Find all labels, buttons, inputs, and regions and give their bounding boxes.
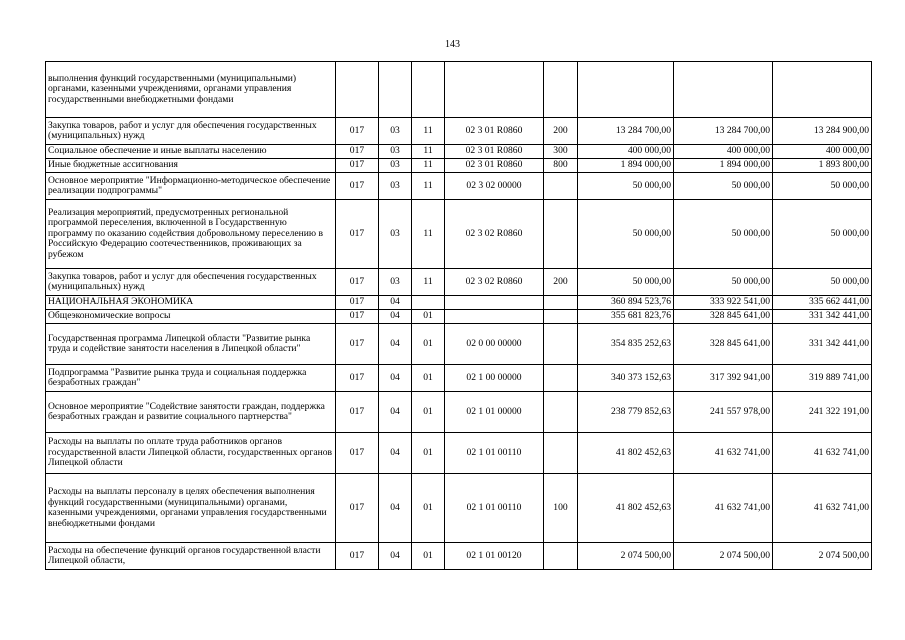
vr-code-cell (544, 543, 578, 570)
csr-code-cell: 02 3 02 R0860 (445, 269, 544, 296)
amount-year2-cell: 41 632 741,00 (674, 474, 773, 543)
amount-year2-cell: 2 074 500,00 (674, 543, 773, 570)
csr-code-cell: 02 3 01 R0860 (445, 159, 544, 173)
vr-code-cell (544, 296, 578, 310)
gr-code-cell: 017 (336, 392, 379, 433)
amount-year1-cell: 400 000,00 (578, 145, 674, 159)
amount-year2-cell (674, 62, 773, 118)
rz-code-cell: 03 (379, 118, 412, 145)
row-name-cell: Общеэкономические вопросы (46, 310, 336, 324)
gr-code-cell: 017 (336, 365, 379, 392)
amount-year3-cell: 400 000,00 (773, 145, 872, 159)
amount-year3-cell: 50 000,00 (773, 269, 872, 296)
amount-year3-cell: 335 662 441,00 (773, 296, 872, 310)
rz-code-cell: 04 (379, 543, 412, 570)
gr-code-cell: 017 (336, 173, 379, 200)
amount-year3-cell: 331 342 441,00 (773, 324, 872, 365)
gr-code-cell: 017 (336, 269, 379, 296)
row-name-cell: Основное мероприятие "Содействие занятости граждан, поддержка безработных граждан и развитие социального партнерства" (46, 392, 336, 433)
gr-code-cell (336, 62, 379, 118)
amount-year2-cell: 41 632 741,00 (674, 433, 773, 474)
row-name-cell: Закупка товаров, работ и услуг для обеспечения государственных (муниципальных) нужд (46, 269, 336, 296)
pr-code-cell: 11 (412, 145, 445, 159)
pr-code-cell: 11 (412, 159, 445, 173)
vr-code-cell (544, 200, 578, 269)
amount-year1-cell: 41 802 452,63 (578, 474, 674, 543)
csr-code-cell (445, 310, 544, 324)
vr-code-cell: 200 (544, 269, 578, 296)
amount-year3-cell: 50 000,00 (773, 173, 872, 200)
amount-year2-cell: 241 557 978,00 (674, 392, 773, 433)
table-row (46, 392, 872, 433)
rz-code-cell: 04 (379, 324, 412, 365)
row-name-cell: Расходы на обеспечение функций органов государственной власти Липецкой области, (46, 543, 336, 570)
vr-code-cell (544, 365, 578, 392)
row-name-cell: Реализация мероприятий, предусмотренных региональной программой переселения, включенной в Государственную программу по оказанию содействия добровольному переселению в Российскую Федерацию соотечественников, проживающих за рубежом (46, 200, 336, 269)
amount-year1-cell: 340 373 152,63 (578, 365, 674, 392)
amount-year2-cell: 13 284 700,00 (674, 118, 773, 145)
vr-code-cell (544, 324, 578, 365)
pr-code-cell: 01 (412, 365, 445, 392)
gr-code-cell: 017 (336, 145, 379, 159)
budget-table (45, 61, 872, 570)
gr-code-cell: 017 (336, 324, 379, 365)
amount-year1-cell: 360 894 523,76 (578, 296, 674, 310)
amount-year1-cell: 50 000,00 (578, 200, 674, 269)
rz-code-cell: 04 (379, 433, 412, 474)
amount-year2-cell: 328 845 641,00 (674, 324, 773, 365)
amount-year1-cell: 2 074 500,00 (578, 543, 674, 570)
amount-year3-cell: 2 074 500,00 (773, 543, 872, 570)
rz-code-cell: 03 (379, 200, 412, 269)
gr-code-cell: 017 (336, 310, 379, 324)
row-name-cell: выполнения функций государственными (муниципальными) органами, казенными учреждениями, органами управления государственными внебюджетными фондами (46, 62, 336, 118)
pr-code-cell: 01 (412, 310, 445, 324)
table-row (46, 62, 872, 118)
vr-code-cell (544, 173, 578, 200)
amount-year3-cell: 13 284 900,00 (773, 118, 872, 145)
rz-code-cell (379, 62, 412, 118)
table-row (46, 543, 872, 570)
rz-code-cell: 04 (379, 310, 412, 324)
pr-code-cell: 01 (412, 543, 445, 570)
rz-code-cell: 04 (379, 365, 412, 392)
rz-code-cell: 03 (379, 145, 412, 159)
csr-code-cell: 02 1 01 00000 (445, 392, 544, 433)
rz-code-cell: 04 (379, 296, 412, 310)
gr-code-cell: 017 (336, 118, 379, 145)
vr-code-cell: 200 (544, 118, 578, 145)
csr-code-cell: 02 3 01 R0860 (445, 118, 544, 145)
row-name-cell: Государственная программа Липецкой области "Развитие рынка труда и содействие занятости населения в Липецкой области" (46, 324, 336, 365)
amount-year2-cell: 1 894 000,00 (674, 159, 773, 173)
rz-code-cell: 04 (379, 474, 412, 543)
pr-code-cell: 01 (412, 392, 445, 433)
csr-code-cell: 02 1 00 00000 (445, 365, 544, 392)
table-row (46, 365, 872, 392)
amount-year2-cell: 50 000,00 (674, 200, 773, 269)
pr-code-cell: 01 (412, 324, 445, 365)
amount-year1-cell: 1 894 000,00 (578, 159, 674, 173)
amount-year1-cell: 50 000,00 (578, 269, 674, 296)
table-row (46, 433, 872, 474)
table-body (46, 62, 872, 570)
csr-code-cell: 02 3 01 R0860 (445, 145, 544, 159)
gr-code-cell: 017 (336, 433, 379, 474)
vr-code-cell (544, 62, 578, 118)
row-name-cell: Расходы на выплаты персоналу в целях обеспечения выполнения функций государственными (муниципальными) органами, казенными учреждениями, органами управления государственными внебюджетными фондами (46, 474, 336, 543)
gr-code-cell: 017 (336, 296, 379, 310)
row-name-cell: Закупка товаров, работ и услуг для обеспечения государственных (муниципальных) нужд (46, 118, 336, 145)
table-row (46, 159, 872, 173)
amount-year3-cell: 1 893 800,00 (773, 159, 872, 173)
amount-year2-cell: 317 392 941,00 (674, 365, 773, 392)
amount-year2-cell: 333 922 541,00 (674, 296, 773, 310)
gr-code-cell: 017 (336, 543, 379, 570)
page-number: 143 (445, 39, 460, 50)
amount-year3-cell: 50 000,00 (773, 200, 872, 269)
amount-year2-cell: 50 000,00 (674, 173, 773, 200)
amount-year1-cell: 13 284 700,00 (578, 118, 674, 145)
gr-code-cell: 017 (336, 159, 379, 173)
csr-code-cell: 02 1 01 00110 (445, 433, 544, 474)
csr-code-cell: 02 3 02 00000 (445, 173, 544, 200)
row-name-cell: Расходы на выплаты по оплате труда работников органов государственной власти Липецкой области, государственных органов Липецкой области (46, 433, 336, 474)
row-name-cell: Социальное обеспечение и иные выплаты населению (46, 145, 336, 159)
pr-code-cell (412, 62, 445, 118)
csr-code-cell: 02 3 02 R0860 (445, 200, 544, 269)
amount-year3-cell: 241 322 191,00 (773, 392, 872, 433)
pr-code-cell: 01 (412, 474, 445, 543)
csr-code-cell: 02 1 01 00120 (445, 543, 544, 570)
vr-code-cell (544, 433, 578, 474)
row-name-cell: Подпрограмма "Развитие рынка труда и социальная поддержка безработных граждан" (46, 365, 336, 392)
vr-code-cell: 300 (544, 145, 578, 159)
row-name-cell: Иные бюджетные ассигнования (46, 159, 336, 173)
rz-code-cell: 03 (379, 173, 412, 200)
table-row (46, 310, 872, 324)
rz-code-cell: 03 (379, 269, 412, 296)
amount-year3-cell: 319 889 741,00 (773, 365, 872, 392)
table-row (46, 118, 872, 145)
gr-code-cell: 017 (336, 474, 379, 543)
amount-year1-cell (578, 62, 674, 118)
rz-code-cell: 03 (379, 159, 412, 173)
amount-year3-cell: 41 632 741,00 (773, 433, 872, 474)
row-name-cell: НАЦИОНАЛЬНАЯ ЭКОНОМИКА (46, 296, 336, 310)
pr-code-cell: 01 (412, 433, 445, 474)
amount-year2-cell: 50 000,00 (674, 269, 773, 296)
amount-year1-cell: 354 835 252,63 (578, 324, 674, 365)
pr-code-cell: 11 (412, 118, 445, 145)
gr-code-cell: 017 (336, 200, 379, 269)
table-row (46, 474, 872, 543)
csr-code-cell (445, 62, 544, 118)
amount-year1-cell: 50 000,00 (578, 173, 674, 200)
table-row (46, 269, 872, 296)
pr-code-cell (412, 296, 445, 310)
table-row (46, 296, 872, 310)
pr-code-cell: 11 (412, 269, 445, 296)
vr-code-cell: 800 (544, 159, 578, 173)
vr-code-cell (544, 392, 578, 433)
amount-year3-cell (773, 62, 872, 118)
amount-year1-cell: 355 681 823,76 (578, 310, 674, 324)
pr-code-cell: 11 (412, 200, 445, 269)
pr-code-cell: 11 (412, 173, 445, 200)
amount-year2-cell: 328 845 641,00 (674, 310, 773, 324)
row-name-cell: Основное мероприятие "Информационно-методическое обеспечение реализации подпрограммы" (46, 173, 336, 200)
vr-code-cell: 100 (544, 474, 578, 543)
amount-year3-cell: 41 632 741,00 (773, 474, 872, 543)
table-row (46, 324, 872, 365)
amount-year3-cell: 331 342 441,00 (773, 310, 872, 324)
csr-code-cell: 02 1 01 00110 (445, 474, 544, 543)
table-row (46, 200, 872, 269)
amount-year1-cell: 41 802 452,63 (578, 433, 674, 474)
csr-code-cell: 02 0 00 00000 (445, 324, 544, 365)
amount-year2-cell: 400 000,00 (674, 145, 773, 159)
rz-code-cell: 04 (379, 392, 412, 433)
table-row (46, 173, 872, 200)
csr-code-cell (445, 296, 544, 310)
table-row (46, 145, 872, 159)
amount-year1-cell: 238 779 852,63 (578, 392, 674, 433)
vr-code-cell (544, 310, 578, 324)
